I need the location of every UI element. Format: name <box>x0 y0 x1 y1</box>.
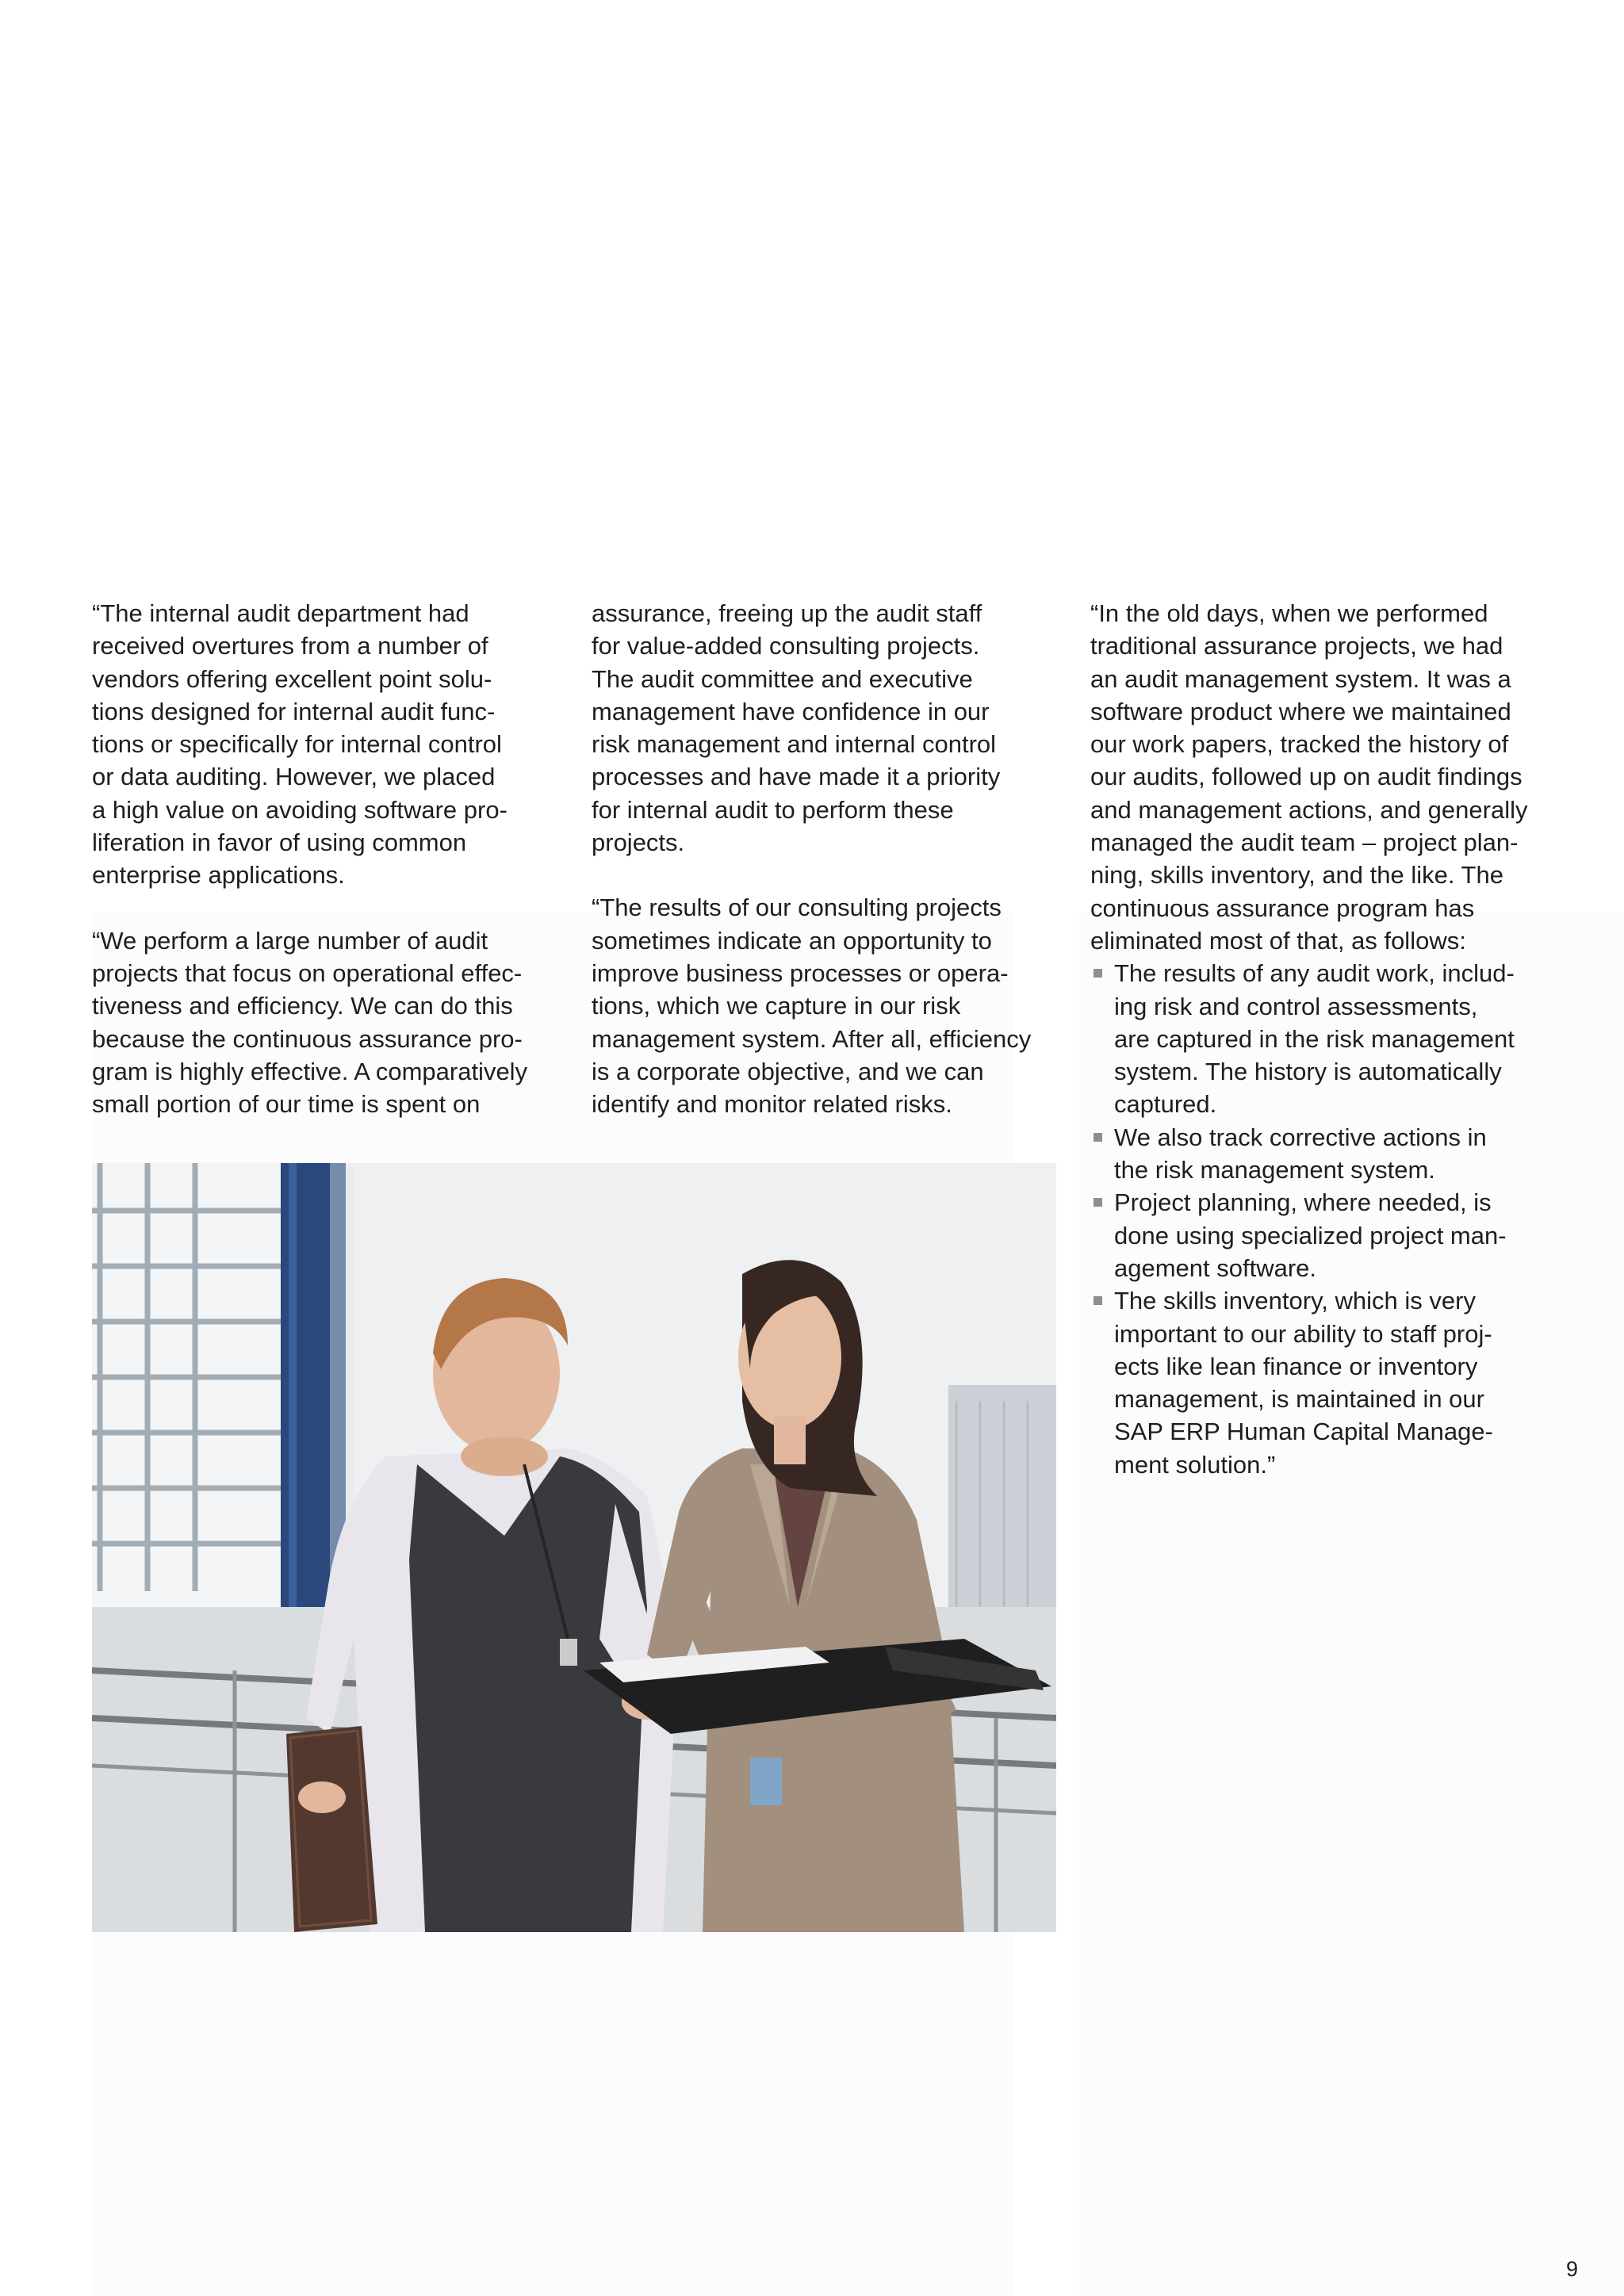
text-line: captured. <box>1114 1090 1217 1119</box>
text-line: for value-added consulting projects. <box>592 632 980 660</box>
bullet-list <box>1090 957 1566 1481</box>
text-column-1 <box>92 597 568 1120</box>
bullet-item <box>1090 1284 1566 1481</box>
text-line: improve business processes or opera- <box>592 959 1009 987</box>
text-line: “The results of our consulting projects <box>592 894 1002 922</box>
text-line: “We perform a large number of audit <box>92 926 488 955</box>
text-line: tions or specifically for internal control <box>92 730 502 759</box>
text-line: management, is maintained in our <box>1114 1385 1484 1414</box>
text-line: tions designed for internal audit func- <box>92 697 496 725</box>
text-line: projects that focus on operational effec- <box>92 959 523 987</box>
text-line: enterprise applications. <box>92 861 345 890</box>
text-line: received overtures from a number of <box>92 632 488 660</box>
square-bullet-icon <box>1094 969 1102 978</box>
column2-paragraph-2 <box>592 891 1067 1120</box>
bullet-item <box>1090 1186 1566 1284</box>
text-line: because the continuous assurance pro- <box>92 1024 523 1053</box>
text-line: gram is highly effective. A comparatively <box>92 1057 528 1085</box>
text-line: “In the old days, when we performed <box>1090 599 1488 627</box>
text-line: our work papers, tracked the history of <box>1090 730 1509 759</box>
text-line: projects. <box>592 828 685 857</box>
text-line: sometimes indicate an opportunity to <box>592 926 992 955</box>
text-line: management system. After all, efficiency <box>592 1024 1032 1053</box>
photo-illustration <box>92 1163 1056 1932</box>
text-line: managed the audit team – project plan- <box>1090 828 1519 857</box>
text-line: important to our ability to staff proj- <box>1114 1319 1492 1348</box>
text-line: traditional assurance projects, we had <box>1090 632 1503 660</box>
text-line: ects like lean finance or inventory <box>1114 1352 1478 1380</box>
text-line: are captured in the risk management <box>1114 1024 1515 1053</box>
bullet-item <box>1090 957 1566 1120</box>
column1-paragraph-2 <box>92 924 568 1121</box>
text-column-2 <box>592 597 1067 1120</box>
text-line: a high value on avoiding software pro- <box>92 795 508 824</box>
column2-paragraph-1 <box>592 597 1067 859</box>
text-line: software product where we maintained <box>1090 697 1511 725</box>
text-line: ing risk and control assessments, <box>1114 992 1478 1020</box>
text-line: identify and monitor related risks. <box>592 1090 952 1119</box>
text-line: the risk management system. <box>1114 1156 1435 1184</box>
page-number: 9 <box>1565 2257 1578 2281</box>
text-line: agement software. <box>1114 1253 1317 1282</box>
text-line: continuous assurance program has <box>1090 894 1475 922</box>
text-line: The audit committee and executive <box>592 664 973 693</box>
text-line: processes and have made it a priority <box>592 763 1001 791</box>
square-bullet-icon <box>1094 1133 1102 1142</box>
column3-intro-paragraph <box>1090 597 1566 957</box>
text-line: management have confidence in our <box>592 697 990 725</box>
text-line: tiveness and efficiency. We can do this <box>92 992 513 1020</box>
text-line: Project planning, where needed, is <box>1114 1188 1492 1217</box>
text-line: “The internal audit department had <box>92 599 469 627</box>
text-line: The results of any audit work, includ- <box>1114 959 1515 988</box>
text-line: or data auditing. However, we placed <box>92 763 496 791</box>
text-line: done using specialized project man- <box>1114 1221 1507 1249</box>
text-line: small portion of our time is spent on <box>92 1090 481 1119</box>
text-column-3 <box>1090 597 1566 1481</box>
bullet-item <box>1090 1121 1566 1187</box>
text-line: tions, which we capture in our risk <box>592 992 961 1020</box>
text-line: liferation in favor of using common <box>92 828 467 857</box>
column1-paragraph-1 <box>92 597 568 892</box>
text-line: risk management and internal control <box>592 730 997 759</box>
text-line: our audits, followed up on audit findings <box>1090 763 1522 791</box>
business-people-photo <box>92 1163 1056 1932</box>
text-line: ment solution.” <box>1114 1450 1276 1479</box>
square-bullet-icon <box>1094 1198 1102 1207</box>
text-line: for internal audit to perform these <box>592 795 954 824</box>
text-line: SAP ERP Human Capital Manage- <box>1114 1418 1493 1446</box>
text-line: system. The history is automatically <box>1114 1058 1502 1086</box>
text-line: vendors offering excellent point solu- <box>92 664 492 693</box>
text-line: an audit management system. It was a <box>1090 664 1511 693</box>
text-line: is a corporate objective, and we can <box>592 1057 984 1085</box>
text-line: eliminated most of that, as follows: <box>1090 926 1466 955</box>
square-bullet-icon <box>1094 1296 1102 1305</box>
text-line: The skills inventory, which is very <box>1114 1287 1476 1315</box>
text-line: and management actions, and generally <box>1090 795 1528 824</box>
text-line: We also track corrective actions in <box>1114 1123 1487 1151</box>
text-line: assurance, freeing up the audit staff <box>592 599 982 627</box>
text-line: ning, skills inventory, and the like. The <box>1090 861 1503 890</box>
